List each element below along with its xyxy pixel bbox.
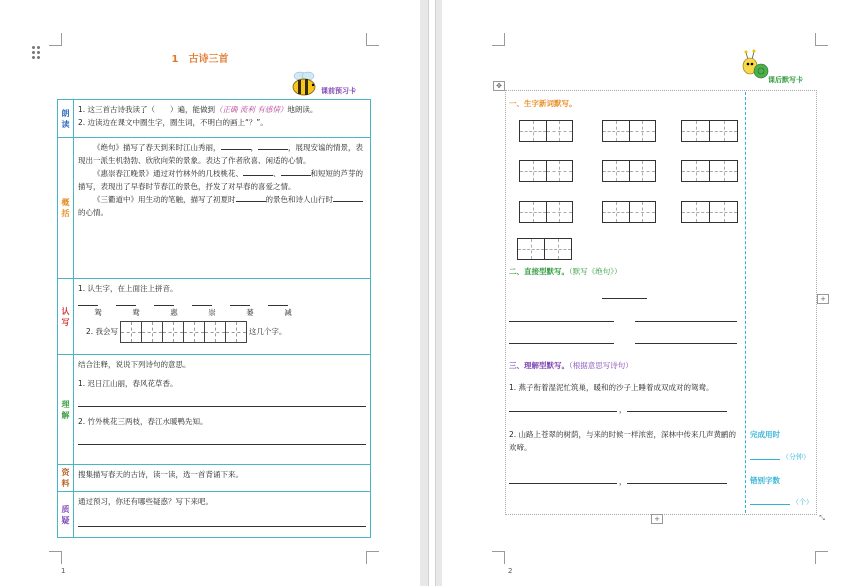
answer-line[interactable]: [78, 398, 366, 407]
crop-mark: [492, 551, 505, 564]
fill-blank[interactable]: [281, 168, 311, 176]
row-read: [58, 100, 371, 138]
row-content: [74, 355, 371, 465]
summary-p3-mid: 的景色和诗人山行时: [265, 195, 333, 204]
section-2-title: [509, 266, 622, 277]
question-text: 通过预习，你还有哪些疑惑？写下来吧。: [78, 497, 213, 506]
pinyin-blanks[interactable]: [78, 299, 366, 306]
write-line1: 1. 认生字，在上面注上拼音。: [78, 284, 178, 293]
row-label: 资料: [58, 465, 74, 492]
crop-mark: [492, 33, 505, 46]
row-label: 理解: [58, 355, 74, 465]
understand-q1: 1. 迟日江山丽，春风花草香。: [78, 379, 178, 388]
answer-line[interactable]: [78, 436, 366, 445]
row-label: 质疑: [58, 492, 74, 538]
row-understand: [58, 355, 371, 465]
preview-card-tag: 课前预习卡: [321, 87, 356, 95]
page-number: 1: [61, 567, 66, 575]
word-grid[interactable]: [602, 160, 656, 182]
row-material: [58, 465, 371, 492]
word-grid[interactable]: [602, 120, 656, 142]
char: 鸳: [94, 308, 102, 317]
summary-p3-end: 的心情。: [78, 208, 108, 217]
word-grid[interactable]: [517, 238, 572, 260]
char: 崇: [208, 308, 216, 317]
fill-blank[interactable]: [258, 142, 288, 150]
write-line2-end: 这几个字。: [248, 327, 287, 336]
page-title: 1 古诗三首: [171, 54, 229, 65]
crop-mark: [49, 33, 62, 46]
read-line1: 1. 这三首古诗我读了（ ）遍，能做到: [78, 105, 216, 114]
read-line2: 2. 边读边在课文中圈生字，圈生词，不明白的画上“？”。: [78, 118, 268, 127]
error-label: 错别字数: [750, 476, 780, 485]
answer-line[interactable]: [635, 343, 737, 344]
crop-mark: [815, 551, 828, 564]
writing-grid[interactable]: [225, 321, 247, 343]
answer-line[interactable]: [509, 321, 614, 322]
side-divider: [745, 92, 746, 513]
read-line1-end: 地朗读。: [287, 105, 318, 114]
writing-grid[interactable]: [162, 321, 184, 343]
understand-q2: 2. 竹外桃花三两枝，春江水暖鸭先知。: [78, 417, 208, 426]
bee-icon: [288, 70, 320, 98]
char: 蒌: [246, 308, 254, 317]
row-label: 朗读: [58, 100, 74, 138]
crop-mark: [49, 551, 62, 564]
error-unit: （个）: [792, 498, 813, 506]
resize-handle-icon[interactable]: ⤡: [817, 514, 827, 522]
writing-grid[interactable]: [204, 321, 226, 343]
crop-mark: [815, 33, 828, 46]
fill-blank[interactable]: [243, 168, 273, 176]
row-label: 认写: [58, 279, 74, 355]
answer-line[interactable]: [509, 411, 617, 412]
word-grid[interactable]: [681, 120, 738, 142]
summary-p1-end: ，展现安谧的情景，表现出一派生机勃勃、欣欣向荣的景象。表达了作者欣喜、闲适的心情。: [78, 143, 363, 165]
time-input[interactable]: [750, 459, 780, 460]
section-3-q2: 2. 山路上苍翠的树荫，与来的时候一样浓密，深林中传来几声黄鹂的欢啼。: [509, 430, 737, 452]
row-content: [74, 492, 371, 538]
table-move-handle-icon[interactable]: ✥: [493, 81, 505, 91]
answer-line[interactable]: [627, 483, 727, 484]
crop-mark: [366, 33, 379, 46]
word-grid[interactable]: [519, 120, 573, 142]
fill-blank[interactable]: [221, 142, 251, 150]
summary-p2-end: 和短短的芦芽的描写，表现出了早春时节春江的景色，抒发了对早春的喜爱之情。: [78, 169, 363, 191]
section-3-title: [509, 360, 633, 371]
write-line2: 2. 我会写: [86, 327, 119, 336]
char: 惠: [170, 308, 178, 317]
understand-intro: 结合注释，说说下列诗句的意思。: [78, 360, 191, 369]
answer-line[interactable]: [509, 483, 617, 484]
page-gutter: [428, 0, 436, 586]
section-3-sub: （根据意思写诗句）: [569, 361, 633, 370]
answer-line[interactable]: [627, 411, 727, 412]
section-3-heading: 三、理解型默写。: [509, 361, 569, 370]
word-grid[interactable]: [602, 201, 656, 223]
add-row-icon[interactable]: +: [651, 514, 663, 524]
row-content: 搜集描写春天的古诗，读一读，选一首背诵下来。: [74, 465, 371, 492]
section-2-heading: 二、直接型默写。: [509, 267, 569, 276]
drag-handle-icon[interactable]: [32, 46, 41, 61]
summary-p1: 《绝句》描写了春天到来时江山秀丽，: [93, 143, 221, 152]
fill-blank[interactable]: [236, 194, 266, 202]
add-column-icon[interactable]: +: [817, 294, 829, 304]
time-unit: （分钟）: [782, 453, 810, 461]
fill-blank[interactable]: [333, 194, 363, 202]
answer-line[interactable]: [635, 321, 737, 322]
post-class-card-tag: 课后默写卡: [768, 76, 803, 84]
row-content: [74, 279, 371, 355]
summary-p3: 《三衢道中》用生动的笔触，描写了初夏时: [93, 195, 236, 204]
char-list: [88, 306, 366, 319]
word-grid[interactable]: [519, 201, 573, 223]
section-3-q1: 1. 燕子衔着湿泥忙筑巢，暖和的沙子上睡着成双成对的鸳鸯。: [509, 383, 714, 392]
page-number: 2: [508, 567, 513, 575]
snail-icon: [738, 48, 770, 80]
crop-mark: [366, 551, 379, 564]
row-write: [58, 279, 371, 355]
answer-line[interactable]: [78, 518, 366, 527]
word-grid[interactable]: [681, 160, 738, 182]
answer-line[interactable]: [602, 298, 647, 299]
row-question: [58, 492, 371, 538]
writing-grid[interactable]: [120, 321, 142, 343]
summary-p2: 《惠崇春江晚景》通过对竹林外的几枝桃花、: [93, 169, 243, 178]
row-content: [74, 100, 371, 138]
row-label: 概括: [58, 138, 74, 279]
error-input[interactable]: [750, 504, 790, 505]
summary-sep: 、: [273, 169, 281, 178]
section-1-title: 一、生字新词默写。: [509, 99, 577, 108]
word-grid[interactable]: [519, 160, 573, 182]
preview-table: [57, 99, 371, 538]
row-summary: [58, 138, 371, 279]
char: 鸯: [132, 308, 140, 317]
writing-grid[interactable]: [183, 321, 205, 343]
summary-sep: ，: [250, 143, 258, 152]
row-content: [74, 138, 371, 279]
writing-grid[interactable]: [141, 321, 163, 343]
read-hint: （正确 流利 有感情）: [215, 105, 288, 114]
answer-separator: ，: [619, 477, 627, 486]
answer-line[interactable]: [509, 343, 614, 344]
time-label: 完成用时: [750, 430, 780, 439]
char: 减: [284, 308, 292, 317]
section-2-sub: （默写《绝句》）: [569, 267, 622, 276]
answer-separator: ，: [619, 405, 627, 414]
word-grid[interactable]: [681, 201, 738, 223]
